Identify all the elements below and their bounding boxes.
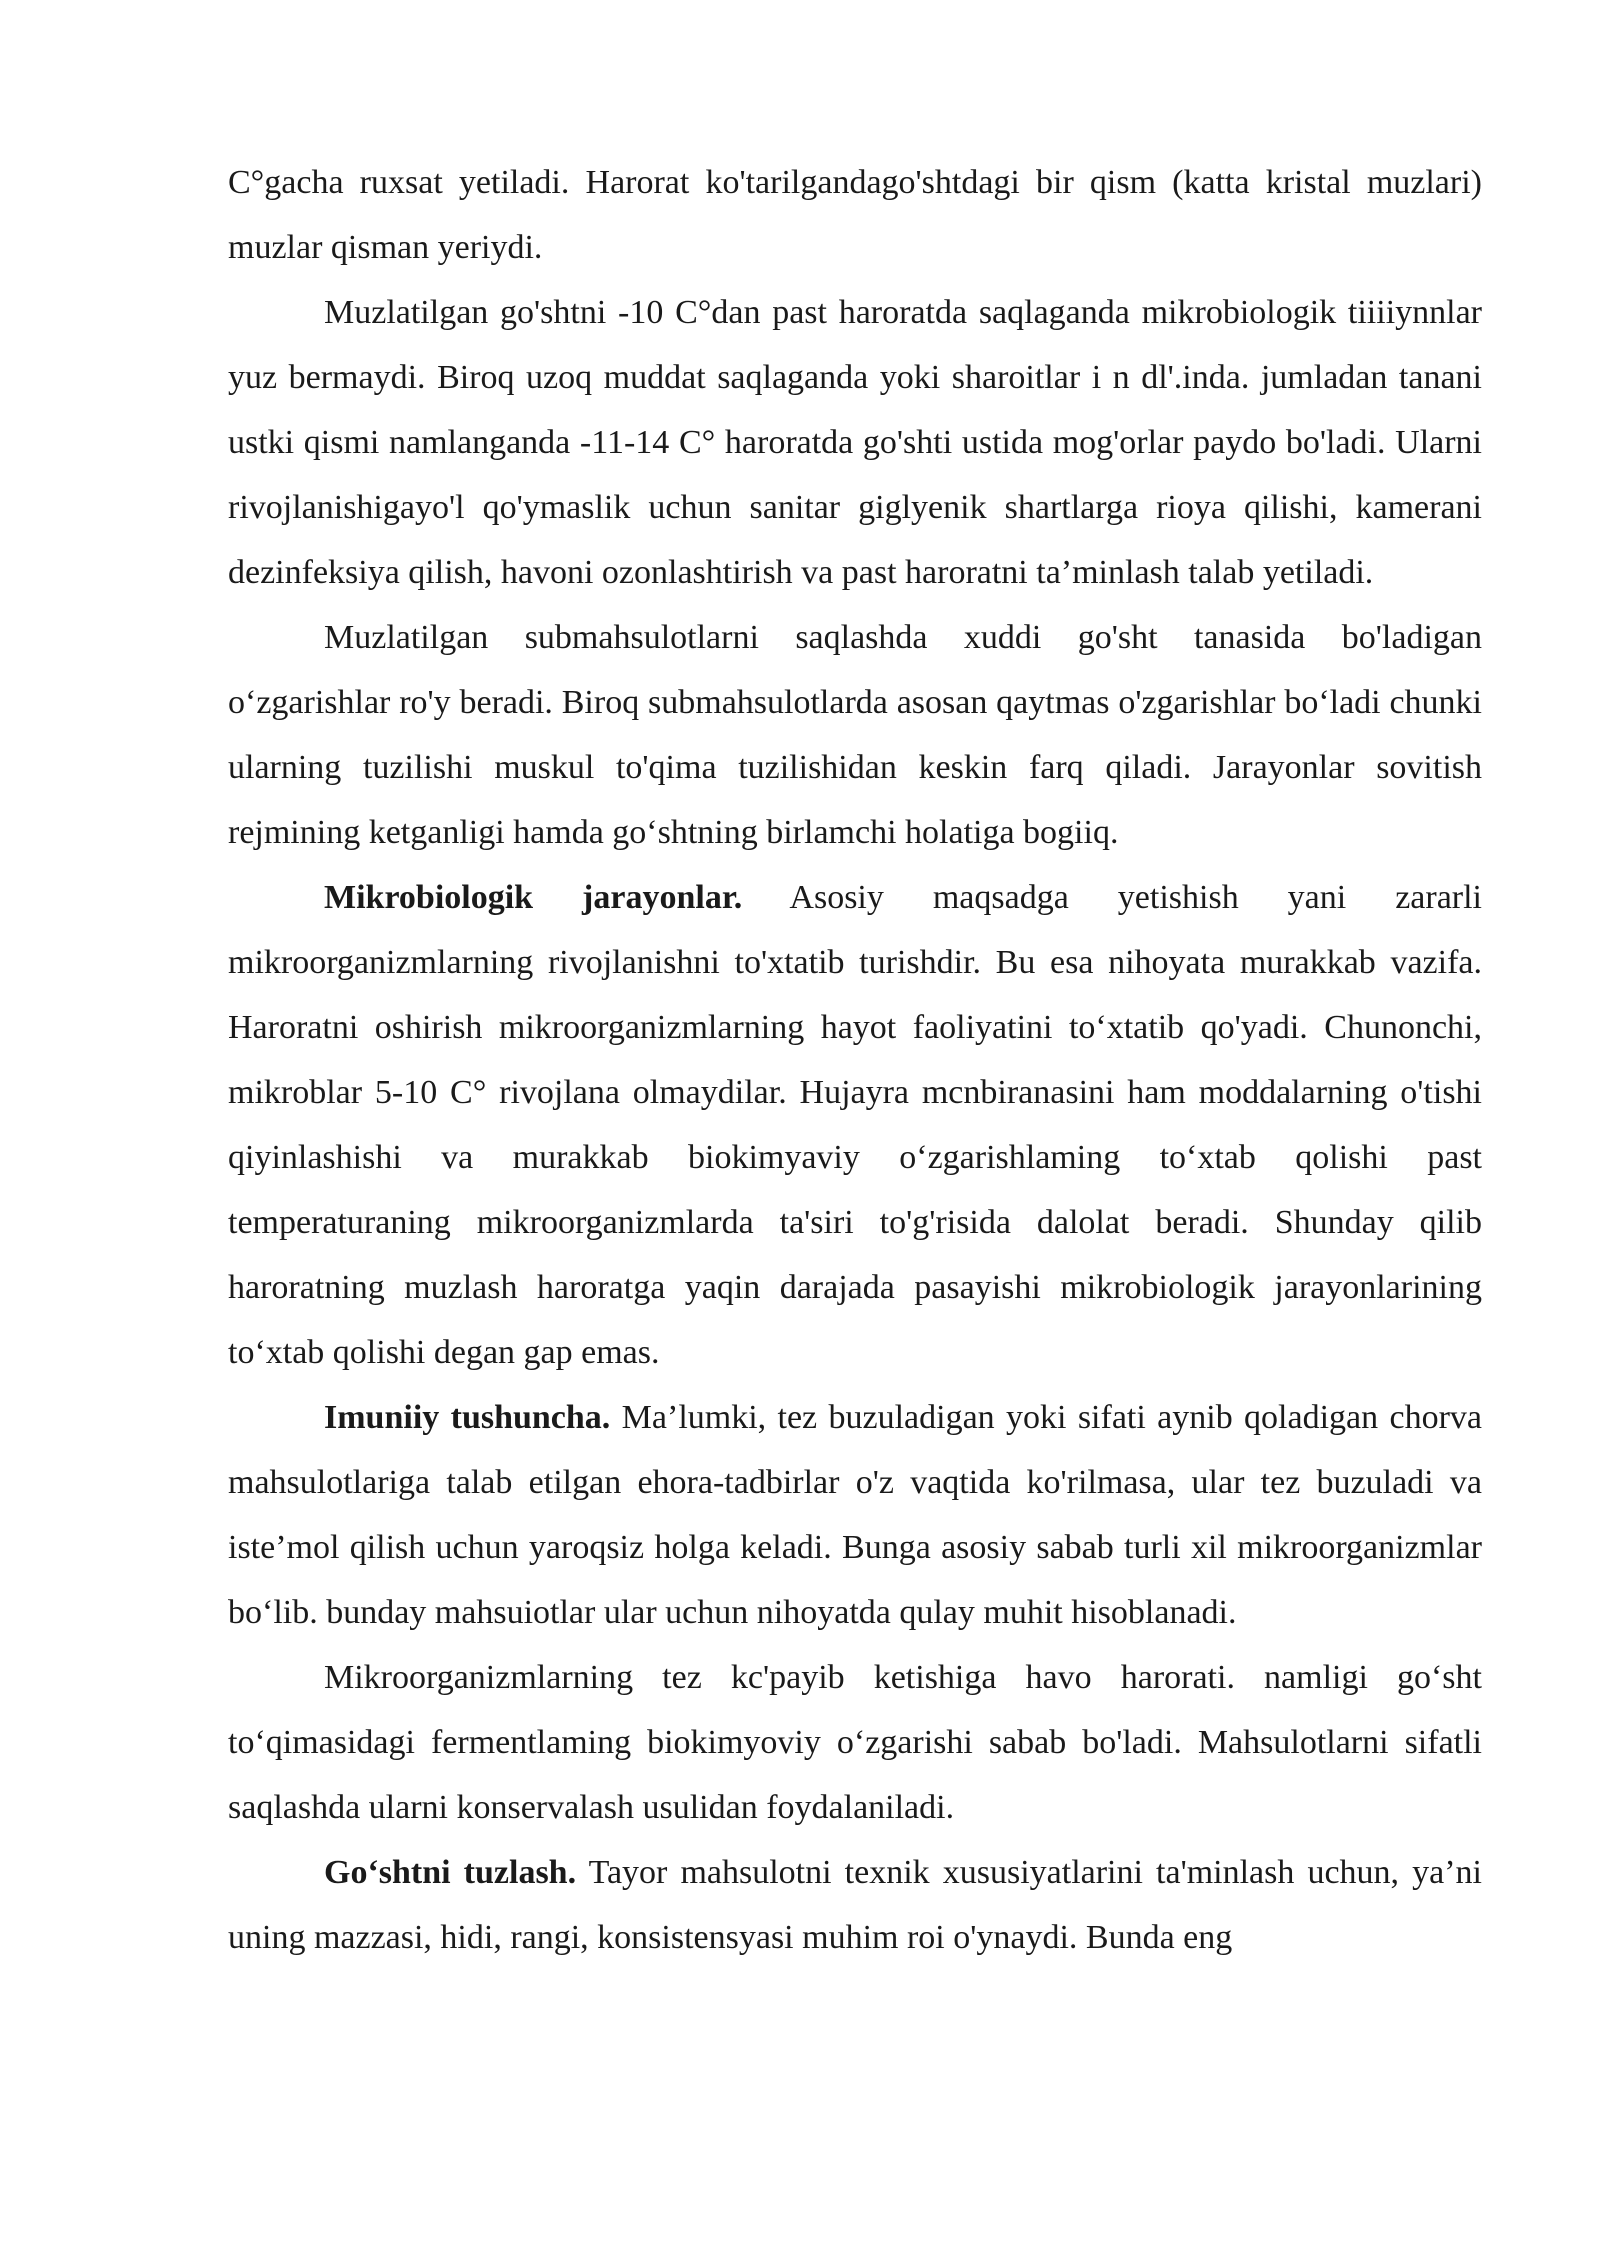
paragraph-7 xyxy=(228,1840,1482,1970)
document-body xyxy=(228,150,1482,1970)
paragraph-text: Asosiy maqsadga yetishish yani zararli mikroorganizmlarning rivojlanishni to'xtatib turishdir. Bu esa nihoyata murakkab vazifa. Haroratni oshirish mikroorganizmlarning hayot faoliyatini to‘xtatib qo'yadi. Chunonchi, mikroblar 5-10 C° rivojlana olmaydilar. Hujayra mcnbiranasini ham moddalarning o'tishi qiyinlashishi va murakkab biokimyaviy o‘zgarishlaming to‘xtab qolishi past temperaturaning mikroorganizmlarda ta'siri to'g'risida dalolat beradi. Shunday qilib haroratning muzlash haroratga yaqin darajada pasayishi mikrobiologik jarayonlarining to‘xtab qolishi degan gap emas. xyxy=(228,879,1482,1371)
paragraph-5 xyxy=(228,1385,1482,1645)
paragraph-text: Tayor mahsulotni texnik xususiyatlarini ta'minlash uchun, ya’ni uning mazzasi, hidi, rangi, konsistensyasi muhim roi o'ynaydi. Bunda eng xyxy=(228,1854,1482,1956)
paragraph-4 xyxy=(228,865,1482,1385)
paragraph-1 xyxy=(228,150,1482,280)
paragraph-6 xyxy=(228,1645,1482,1840)
paragraph-text: Muzlatilgan submahsulotlarni saqlashda xuddi go'sht tanasida bo'ladigan o‘zgarishlar ro'y beradi. Biroq submahsulotlarda asosan qaytmas o'zgarishlar bo‘ladi chunki ularning tuzilishi muskul to'qima tuzilishidan keskin farq qiladi. Jarayonlar sovitish rejmining ketganligi hamda go‘shtning birlamchi holatiga bogiiq. xyxy=(228,619,1482,851)
paragraph-text: C°gacha ruxsat yetiladi. Harorat ko'tarilgandago'shtdagi bir qism (katta kristal muzlari) muzlar qisman yeriydi. xyxy=(228,164,1482,266)
section-heading-microbiological-processes: Mikrobiologik jarayonlar. xyxy=(324,879,743,916)
paragraph-text: Muzlatilgan go'shtni -10 C°dan past haroratda saqlaganda mikrobiologik tiiiiynnlar yuz bermaydi. Biroq uzoq muddat saqlaganda yoki sharoitlar i n dl'.inda. jumladan tanani ustki qismi namlanganda -11-14 C° haroratda go'shti ustida mog'orlar paydo bo'ladi. Ularni rivojlanishigayo'l qo'ymaslik uchun sanitar giglyenik shartlarga rioya qilishi, kamerani dezinfeksiya qilish, havoni ozonlashtirish va past haroratni ta’minlash talab yetiladi. xyxy=(228,294,1482,591)
paragraph-2 xyxy=(228,280,1482,605)
section-heading-meat-salting: Go‘shtni tuzlash. xyxy=(324,1854,577,1891)
paragraph-text: Mikroorganizmlarning tez kc'payib ketishiga havo harorati. namligi go‘sht to‘qimasidagi fermentlaming biokimyoviy o‘zgarishi sabab bo'ladi. Mahsulotlarni sifatli saqlashda ularni konservalash usulidan foydalaniladi. xyxy=(228,1659,1482,1826)
paragraph-text: Ma’lumki, tez buzuladigan yoki sifati aynib qoladigan chorva mahsulotlariga talab etilgan ehora-tadbirlar o'z vaqtida ko'rilmasa, ular tez buzuladi va iste’mol qilish uchun yaroqsiz holga keladi. Bunga asosiy sabab turli xil mikroorganizmlar bo‘lib. bunday mahsuiotlar ular uchun nihoyatda qulay muhit hisoblanadi. xyxy=(228,1399,1482,1631)
paragraph-3 xyxy=(228,605,1482,865)
section-heading-immunity-concept: Imuniiy tushuncha. xyxy=(324,1399,611,1436)
